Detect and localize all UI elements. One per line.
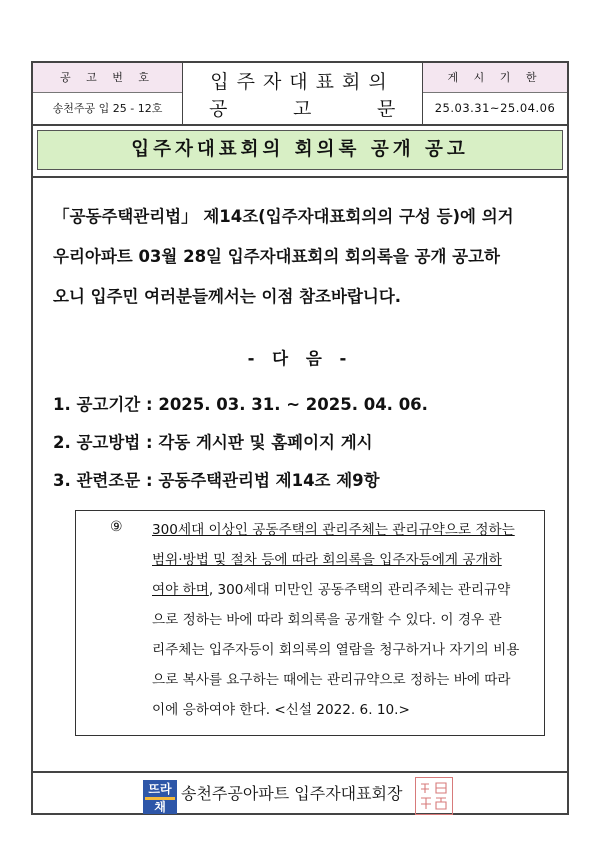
law-quote-box xyxy=(75,510,545,736)
logo-text-top: 뜨라 xyxy=(148,782,172,796)
period-cell xyxy=(423,63,567,124)
doc-type xyxy=(183,94,422,120)
intro-paragraph xyxy=(53,206,553,326)
notice-items xyxy=(53,394,553,508)
header-table xyxy=(33,63,567,126)
org-title-cell xyxy=(183,63,423,124)
period-label: 게 시 기 한 xyxy=(423,63,567,93)
notice-title: 입주자대표회의 회의록 공개 공고 xyxy=(37,130,563,170)
intro-line: 「공동주택관리법」 제14조(입주자대표회의의 구성 등)에 의거 xyxy=(53,207,514,226)
signatory-name: 송천주공아파트 입주자대표회장 xyxy=(181,784,403,803)
quote-line: 300세대 이상인 공동주택의 관리주체는 관리규약으로 정하는 xyxy=(152,522,515,538)
quote-line: 으로 정하는 바에 따라 회의록을 공개할 수 있다. 이 경우 관 xyxy=(152,612,502,628)
official-seal-stamp xyxy=(415,777,453,815)
notice-item: 2. 공고방법 : 각동 게시판 및 홈페이지 게시 xyxy=(53,433,373,452)
seal-pattern-icon xyxy=(416,778,452,814)
quote-underlined-text: 여야 하며 xyxy=(152,582,209,598)
doc-type-char: 고 xyxy=(293,98,312,120)
org-name: 입주자대표회의 xyxy=(210,71,395,93)
notice-item: 1. 공고기간 : 2025. 03. 31. ~ 2025. 04. 06. xyxy=(53,395,428,414)
quote-line: 이에 응하여야 한다. <신설 2022. 6. 10.> xyxy=(152,702,410,718)
notice-number-value: 송천주공 입 25 - 12호 xyxy=(52,102,163,115)
period-value: 25.03.31~25.04.06 xyxy=(434,101,556,115)
intro-line: 오니 입주민 여러분들께서는 이점 참조바랍니다. xyxy=(53,287,402,306)
clause-number: ⑨ xyxy=(110,519,123,535)
notice-item: 3. 관련조문 : 공동주택관리법 제14조 제9항 xyxy=(53,471,380,490)
intro-line: 우리아파트 03월 28일 입주자대표회의 회의록을 공개 공고하 xyxy=(53,247,500,266)
notice-number-cell xyxy=(33,63,183,124)
quote-line xyxy=(152,579,510,601)
title-band xyxy=(33,126,567,178)
separator-heading: - 다 음 - xyxy=(247,349,353,368)
quote-line: 리주체는 입주자등이 회의록의 열람을 청구하거나 자기의 비용 xyxy=(152,642,520,658)
doc-type-char: 공 xyxy=(209,98,228,120)
apartment-logo xyxy=(143,780,177,814)
quote-line: 으로 복사를 요구하는 때에는 관리규약으로 정하는 바에 따라 xyxy=(152,672,511,688)
notice-number-label: 공 고 번 호 xyxy=(33,63,182,93)
doc-type-char: 문 xyxy=(377,98,396,120)
quote-text: , 300세대 미만인 공동주택의 관리주체는 관리규약 xyxy=(208,582,511,598)
notice-frame xyxy=(31,61,569,815)
signature-footer xyxy=(33,771,567,817)
logo-text-bottom: 채 xyxy=(154,800,166,814)
quote-line: 범위·방법 및 절차 등에 따라 회의록을 입주자등에게 공개하 xyxy=(152,552,502,568)
